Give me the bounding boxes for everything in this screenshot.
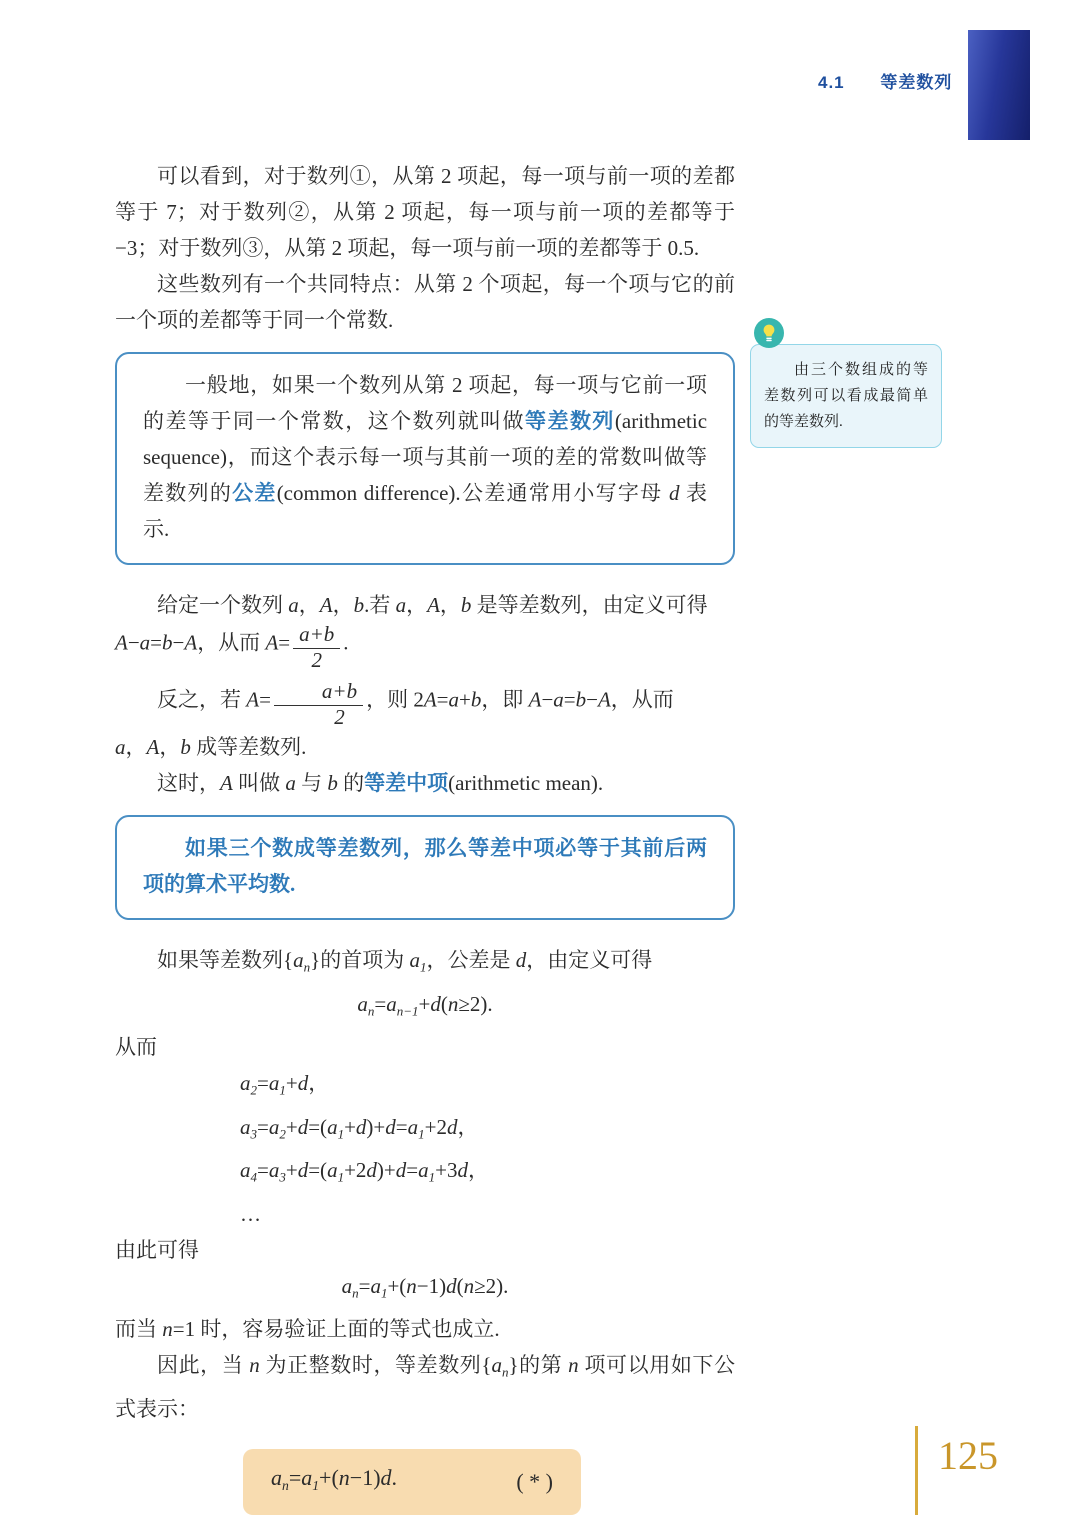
result-formula-box [243,1449,581,1515]
section-title: 等差数列 [880,73,953,92]
formula-general-term: $a_n=a_1+(n-1)d(n\ge 2)$. [341,1273,509,1301]
paragraph-converse: 反之，若 A= $\frac{a+b}{2}$ ，则 2A=a+b，即 A−a=b−A，从而 [157,679,674,729]
connective-hence: 由此可得 [115,1237,199,1262]
margin-note-text: 由三个数组成的等差数列可以看成最简单的等差数列. [750,344,942,448]
footer-divider-line [915,1426,918,1515]
connective-thus: 从而 [115,1035,157,1060]
lightbulb-icon [754,318,784,348]
formula-arithmetic-mean-derivation: A−a=b−A，从而 A= $\frac{a+b}{2}$ . [115,622,349,672]
paragraph-n-equals-1: 而当 n=1 时，容易验证上面的等式也成立. [115,1317,500,1342]
page-number: 125 [938,1433,998,1478]
margin-note [750,318,942,448]
paragraph-given-sequence: 给定一个数列 a，A，b.若 a，A，b 是等差数列，由定义可得 [157,593,708,617]
derivation-a2: $a_2=a_1+d$， [240,1071,330,1098]
paragraph-converse-continued: a，A，b 成等差数列. [115,735,307,760]
derivation-ellipsis: … [240,1201,261,1226]
paragraph-therefore: 因此，当 n 为正整数时，等差数列$\{a_n\}$的第 n 项可以用如下公式表示： [115,1353,735,1421]
paragraph-first-term: 如果等差数列$\{a_n\}$的首项为 $a_1$，公差是 d，由定义可得 [157,948,653,975]
result-formula-star: ( * ) [516,1468,553,1494]
result-formula: $a_n=a_1+(n-1)d$. [271,1464,398,1493]
paragraph-arithmetic-mean: 这时，A 叫做 a 与 b 的等差中项(arithmetic mean). [157,771,604,796]
derivation-a4: $a_4=a_3+d=(a_1+2d)+d=a_1+3d$， [240,1158,489,1185]
definition-box [115,352,735,565]
paragraph-observation: 可以看到，对于数列①，从第 2 项起，每一项与前一项的差都等于 7；对于数列②，从第 2 项起，每一项与前一项的差都等于 −3；对于数列③，从第 2 项起，每一项与前一项的差都等于 0.5. [115,164,735,260]
main-content [115,158,735,1515]
paragraph-common-feature: 这些数列有一个共同特点：从第 2 个项起，每一个项与它的前一个项的差都等于同一个常数. [115,272,735,332]
page-header [818,68,952,93]
arithmetic-mean-statement: 如果三个数成等差数列，那么等差中项必等于其前后两项的算术平均数. [143,836,707,897]
section-number: 4.1 [818,73,845,92]
formula-recurrence: $a_n=a_{n-1}+d(n\ge 2)$. [357,991,493,1019]
derivation-a3: $a_3=a_2+d=(a_1+d)+d=a_1+2d$， [240,1114,479,1142]
header-corner-block [968,30,1030,140]
definition-text: 一般地，如果一个数列从第 2 项起，每一项与它前一项的差等于同一个常数，这个数列就叫做等差数列(arithmetic sequence)，而这个表示每一项与其前一项的差的常数叫做等差数列的公差(common difference).公差通常用小写字母 d 表示. [143,373,708,541]
derivation-lines [115,1065,735,1232]
arithmetic-mean-box [115,815,735,920]
